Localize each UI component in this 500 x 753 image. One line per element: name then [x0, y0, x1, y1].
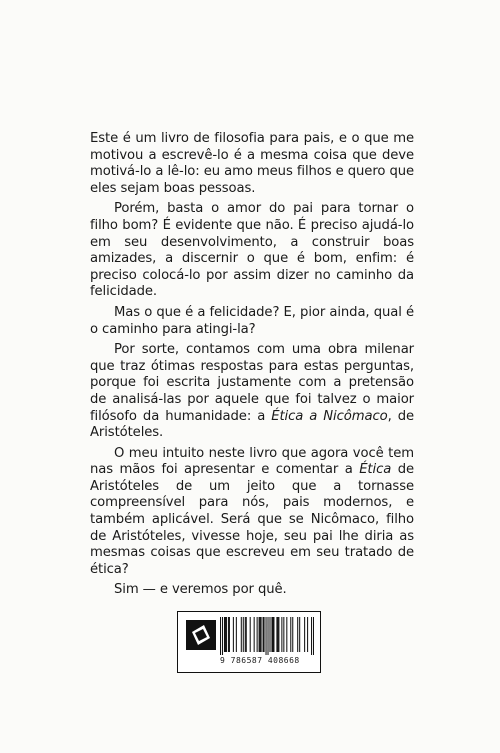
publisher-logo-icon: [186, 620, 216, 650]
barcode-bar: [243, 617, 244, 652]
barcode-bar: [269, 617, 270, 652]
barcode-bars: [220, 617, 314, 655]
barcode-bar: [266, 617, 267, 655]
paragraph-4-end: , de Aristóteles.: [90, 408, 415, 441]
barcode-bar: [254, 617, 255, 652]
barcode-bar: [259, 617, 260, 652]
barcode-bar: [233, 617, 234, 652]
paragraph-2: Porém, basta o amor do pai para tornar o filho bom? É evidente que não. É preciso ajudá-lo em seu desenvolvimento, a construir boas amizades, a discernir o que é bom, enfim: é preciso colocá-lo por assim dizer no caminho da felicidade.: [90, 201, 414, 300]
barcode-bar: [245, 617, 246, 652]
barcode-bar: [236, 617, 237, 652]
barcode-bar: [273, 617, 274, 652]
barcode-bar: [264, 617, 265, 652]
barcode-bar: [229, 617, 230, 652]
barcode-bar: [313, 617, 314, 655]
barcode-bar: [220, 617, 221, 655]
barcode-bar: [307, 617, 308, 652]
barcode-bar: [246, 617, 247, 652]
barcode-bar: [278, 617, 279, 652]
barcode-bar: [286, 617, 287, 652]
barcode-bar: [290, 617, 291, 652]
barcode-bar: [225, 617, 226, 652]
paragraph-5-end: de Aristóteles de um jeito que a tornasse compreensível para nós, pais modernos, e também aplicável. Será que se Nicômaco, filho de Aristóteles, vivesse hoje, seu pai lhe diria as mesmas coisas que escreveu em seu tratado de ética?: [90, 462, 414, 577]
barcode-bar: [267, 617, 268, 655]
book-title-ethics-nicomachus: Ética a Nicômaco: [271, 408, 388, 424]
book-title-ethics: Ética: [359, 462, 392, 478]
barcode-bar: [222, 617, 223, 655]
barcode-box: [177, 611, 321, 673]
barcode-bar: [224, 617, 225, 652]
barcode-bar: [271, 617, 272, 652]
paragraph-5-text: O meu intuito neste livro que agora você tem nas mãos foi apresentar e comentar a: [90, 445, 414, 478]
barcode-bar: [311, 617, 312, 655]
barcode-bar: [260, 617, 261, 652]
barcode-bar: [304, 617, 305, 652]
barcode-bar: [263, 617, 264, 652]
barcode-bar: [281, 617, 282, 652]
barcode-bar: [272, 617, 273, 652]
barcode-bar: [292, 617, 293, 652]
barcode-bar: [228, 617, 229, 652]
paragraph-6: Sim — e veremos por quê.: [114, 582, 287, 598]
barcode-bar: [283, 617, 284, 652]
barcode-bar: [241, 617, 242, 652]
barcode-bar: [277, 617, 278, 652]
barcode-bar: [299, 617, 300, 652]
barcode-bar: [226, 617, 227, 652]
paragraph-5: [90, 446, 414, 579]
barcode-bar: [257, 617, 258, 652]
paragraph-4-text: Por sorte, contamos com uma obra milenar que traz ótimas respostas para estas perguntas, porque foi escrita justamente com a pretensão de analisá-las por aquele que foi talvez o maior filósofo da humanidade: a: [90, 342, 414, 424]
back-cover-text: [90, 131, 414, 603]
paragraph-3: Mas o que é a felicidade? E, pior ainda, qual é o caminho para atingi-la?: [90, 304, 414, 337]
isbn-number: 9 786587 408668: [220, 656, 300, 665]
barcode-bar: [250, 617, 251, 652]
barcode-bar: [297, 617, 298, 652]
barcode-bar: [261, 617, 262, 652]
barcode-bar: [276, 617, 277, 652]
paragraph-1: Este é um livro de filosofia para pais, e o que me motivou a escrevê-lo é a mesma coisa que deve motivá-lo a lê-lo: eu amo meus filhos e quero que eles sejam boas pessoas.: [90, 131, 414, 196]
paragraph-4: [90, 342, 414, 442]
